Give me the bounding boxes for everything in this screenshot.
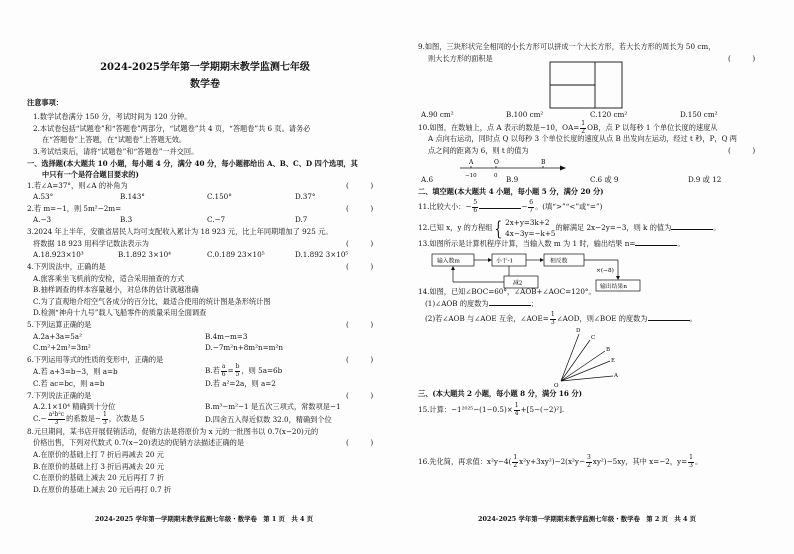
stem-text: 10.如图，在数轴上，点 A 表示的数是−10，OA= — [418, 123, 580, 132]
option-a: A.2.1×10⁴ 精确到十分位 — [33, 402, 116, 411]
option-c: C.为了直观地介绍空气各成分的百分比，最适合使用的统计图是条形统计图 — [33, 297, 271, 306]
equation-1: 2x+y=3k+2 — [505, 218, 550, 227]
exam-title: 2024-2025学年第一学期期末教学监测七年级 — [100, 62, 310, 73]
notes-heading: 注意事项： — [27, 98, 63, 107]
step4-label: ×(−8) — [596, 268, 614, 274]
stem-text: ； — [530, 299, 538, 308]
answer-bracket: ( ) — [346, 438, 374, 447]
option-c: C.6 或 9 — [590, 175, 619, 184]
fraction — [586, 455, 592, 469]
option-d: D.四舍五入得近似数 32.0，精确到个位 — [205, 415, 332, 424]
answer-bracket: ( ) — [346, 204, 374, 213]
fraction-numerator: 3 — [586, 454, 591, 461]
fraction-denominator: 2 — [581, 127, 586, 135]
option-text: B.若 — [205, 366, 220, 375]
question-7-stem: 7.下列说法正确的是 — [27, 391, 92, 400]
fraction-numerator: a²b²c — [48, 411, 65, 418]
fraction-numerator: 5 — [473, 199, 478, 206]
point-e-label: E — [611, 358, 616, 364]
stem-text: − — [521, 202, 528, 211]
equation-2: 4x−3y=−k+5 — [505, 229, 556, 238]
option-d: D.7 — [295, 215, 308, 224]
answer-bracket: ( ) — [346, 391, 374, 400]
option-c: C.150° — [207, 192, 232, 201]
input-label: 输入数m — [437, 258, 460, 265]
stem-text: (2)若∠AOB 与∠AOE 互余，∠AOE= — [425, 314, 549, 323]
point-o-value: 0 — [494, 173, 498, 179]
program-flowchart — [428, 250, 648, 292]
step1-label: 小于-1 — [496, 258, 514, 265]
fraction-denominator: 5 — [235, 370, 240, 378]
option-b: B.1.892 3×10⁴ — [118, 250, 172, 259]
fraction-numerator: 1 — [581, 120, 586, 127]
option-b: B.143° — [120, 192, 145, 201]
option-b — [205, 364, 282, 378]
stem-text: OB，点 P 以每秒 1 个单位长度的速度从 — [587, 123, 718, 132]
question-6-stem: 6.下列运用等式的性质的变形中，正确的是 — [27, 355, 164, 364]
option-c: C.在原价的基础上减去 20 元后再打 7 折 — [33, 473, 165, 482]
arrow-head — [616, 276, 620, 280]
stem-text: 。 — [689, 314, 697, 323]
fraction — [514, 403, 520, 417]
fraction-numerator: 1 — [550, 311, 555, 318]
question-16 — [418, 455, 702, 469]
stem-text: 15.计算：−1²⁰²⁵−(1−0.5)× — [418, 405, 513, 414]
option-b: B.m³−m²−1 是五次三项式，常数项是−1 — [205, 402, 341, 411]
answer-bracket: ( ) — [346, 355, 374, 364]
stem-text: +[5−(−2)²]. — [520, 405, 565, 414]
option-c: C.−7 — [207, 215, 226, 224]
note-item: 1.数学试卷满分 150 分，考试时间为 120 分钟。 — [33, 112, 192, 121]
option-a: A.−3 — [33, 215, 52, 224]
option-text: = — [227, 366, 234, 375]
question-9-stem: 则大长方形的面积是 — [428, 54, 493, 63]
option-d: D.1.892 3×10⁵ — [295, 250, 349, 259]
fraction-numerator: 1 — [514, 402, 519, 409]
arrow-head — [540, 258, 544, 262]
answer-bracket: ( ) — [346, 262, 374, 271]
page-footer: 2024-2025 学年第一学期期末教学监测七年级・数学卷 第 1 页 共 4 页 — [95, 515, 314, 523]
answer-blank — [635, 238, 677, 246]
fraction — [472, 200, 478, 214]
fraction-denominator: 7 — [529, 206, 534, 214]
option-b: B.4m−m=3 — [205, 332, 248, 341]
question-8-stem: 8.元旦期间，某书店开展促销活动，促销方法是将原价为 x 元的一批图书以 0.7(x−20)元的 — [27, 427, 319, 436]
question-10-stem — [418, 121, 717, 135]
option-c: C.m²+2m²=3m² — [33, 343, 91, 352]
option-b: B.3 — [120, 215, 133, 224]
answer-bracket: ( ) — [728, 54, 756, 63]
ray-od — [561, 334, 579, 381]
question-2-stem: 2.若 m=−1，则 5m²−2m= — [27, 204, 122, 213]
fraction — [688, 455, 694, 469]
answer-blank — [671, 222, 713, 230]
question-11 — [418, 200, 602, 214]
note-item: 3.考试结束后，请将“试题卷”和“答题卷”一并交回。 — [33, 147, 199, 156]
stem-text: 13.如图所示是计算机程序计算，当输入数 m 为 1 时，输出结果 n= — [418, 239, 636, 248]
fraction-denominator: 3 — [550, 318, 555, 326]
stem-text: 。(填“>”“<”或“=”) — [535, 202, 603, 211]
fraction-numerator: 1 — [513, 454, 518, 461]
exam-subject: 数学卷 — [190, 79, 220, 90]
point-a-value: −10 — [465, 173, 477, 179]
option-text: ，则 5a=6b — [241, 366, 283, 375]
fraction-numerator: a — [221, 363, 226, 370]
option-d: D.37° — [295, 192, 316, 201]
fraction — [528, 200, 534, 214]
option-a: A.2a+3a=5a² — [33, 332, 82, 341]
option-c: C.若 ac=bc，则 a=b — [33, 379, 105, 388]
stem-text: 。 — [713, 223, 721, 232]
option-d: D.9 或 12 — [688, 175, 722, 184]
answer-bracket: ( ) — [346, 239, 374, 248]
option-c: C.120 cm² — [590, 110, 628, 119]
option-c — [33, 412, 144, 426]
stem-text: (1)∠AOB 的度数为 — [425, 299, 489, 308]
stem-text: 12.已知 x，y 的方程组 — [418, 223, 493, 232]
fraction-denominator: 3 — [54, 418, 59, 426]
point-c-label: C — [591, 335, 596, 341]
note-item: 在“答题卷”上答题，在“试题卷”上答题无效。 — [42, 135, 187, 144]
option-b: B.在原价的基础上打 3 折后再减去 20 元 — [33, 462, 165, 471]
fraction — [512, 455, 518, 469]
fraction — [580, 121, 586, 135]
fraction-numerator: 1 — [689, 454, 693, 461]
arrow-head — [451, 266, 455, 270]
point-a-label: A — [614, 373, 618, 379]
fraction — [550, 312, 556, 326]
option-a: A.旅客乘坐飞机前的安检，适合采用抽查的方式 — [33, 274, 185, 283]
system-brace: { — [494, 216, 503, 240]
option-d: D.检测“神舟十九号”载人飞船零件的质量采用全面调查 — [33, 308, 207, 317]
question-1-stem: 1.若∠A=37°，则∠A 的补角为 — [27, 181, 128, 190]
option-a: A.90 cm² — [421, 110, 454, 119]
stem-text: 16.先化简，再求值：x²y−4( — [418, 457, 512, 466]
fraction-denominator: 2 — [513, 461, 518, 469]
option-text: 的系数是− — [66, 414, 101, 423]
fraction — [221, 364, 227, 378]
option-b: B.9 — [506, 175, 519, 184]
question-5-stem: 5.下列运算正确的是 — [27, 320, 92, 329]
fraction-denominator: 6 — [221, 370, 226, 378]
option-a: A.6 — [421, 175, 434, 184]
equation-system — [505, 217, 555, 239]
option-a: A.53° — [33, 192, 54, 201]
answer-blank — [489, 298, 531, 306]
option-d: D.−7m²n+8m²n=m²n — [205, 343, 283, 352]
section-heading: 二、填空题(本大题共 4 小题，每小题 5 分，满分 20 分) — [418, 187, 604, 196]
question-14-part-1 — [425, 298, 538, 309]
fraction-denominator: 3 — [102, 418, 107, 426]
point-b-label: B — [606, 347, 611, 353]
point-o-label: O — [494, 159, 499, 166]
option-text: C.− — [33, 414, 47, 423]
fraction-denominator: 4 — [514, 409, 519, 417]
fraction-denominator: 3 — [689, 461, 693, 469]
rectangle-figure — [548, 60, 626, 112]
fraction-denominator: 6 — [473, 206, 478, 214]
section-heading: 一、选择题(本大题共 10 小题，每小题 4 分，满分 40 分，每小题都给出 A、B、C、D 四个选项，其 — [27, 159, 358, 168]
output-label: 输出结果n — [600, 284, 627, 290]
fraction-numerator: b — [235, 363, 240, 370]
point-a-label: A — [469, 159, 474, 166]
question-10-stem: A 点向右运动，同时点 Q 以每秒 3 个单位长度的速度从点 B 出发向左运动，经过 t 秒，P，Q 两 — [428, 134, 737, 143]
question-10-stem: 点之间的距离为 6，则 t 的值为 — [428, 146, 529, 155]
question-3-stem: 3.2024 年上半年，安徽省居民人均可支配收入累计为 18 923 元，比上年同期增加了 925 元。 — [27, 227, 333, 236]
option-d: D.在原价的基础上减去 20 元后再打 0.7 折 — [33, 485, 172, 494]
fraction-numerator: 6 — [529, 199, 534, 206]
option-a: A.18.923×10³ — [33, 250, 84, 259]
question-12 — [418, 216, 720, 240]
question-13 — [418, 238, 685, 249]
answer-bracket: ( ) — [728, 146, 756, 155]
stem-text: 的解满足 2x−2y=−3，则 k 的值为 — [555, 223, 672, 232]
answer-bracket: ( ) — [346, 181, 374, 190]
answer-bracket: ( ) — [346, 320, 374, 329]
question-3-stem: 将数据 18 923 用科学记数法表示为 — [33, 239, 149, 248]
stem-text: 。 — [694, 457, 703, 466]
stem-text: 11.比较大小：− — [418, 202, 472, 211]
option-a: A.若 a+3=b−3，则 a=b — [33, 367, 118, 376]
section-heading: 三、(本大题共 2 小题，每小题 8 分，满分 16 分) — [418, 389, 583, 398]
axis-arrow — [560, 166, 566, 171]
fraction — [102, 412, 108, 426]
stem-text: 。 — [677, 239, 685, 248]
answer-blank — [648, 313, 690, 321]
fraction — [48, 412, 66, 426]
section-heading: 中只有一个是符合题目要求的) — [42, 170, 139, 179]
step3-label: 减2 — [513, 280, 523, 287]
note-item: 2.本试卷包括“试题卷”和“答题卷”两部分，“试题卷”共 4 页，“答题卷”共 6 页。请务必 — [33, 124, 311, 133]
ray-oa — [561, 376, 613, 381]
fraction — [235, 364, 241, 378]
stem-text: xy²)−5xy，其中 x=−2，y= — [592, 457, 688, 466]
step2-label: 相反数 — [550, 258, 568, 265]
point-b-label: B — [541, 159, 546, 166]
question-14-stem: 14.如图，已知∠BOC=60°，∠AOB+∠AOC=120°。 — [418, 287, 596, 296]
vertex-o-label: O — [554, 383, 559, 388]
answer-blank — [479, 201, 521, 209]
option-b: B.抽样调查的样本容量越小，对总体的估计就越准确 — [33, 285, 199, 294]
page-footer: 2024-2025 学年第一学期期末教学监测七年级・数学卷 第 2 页 共 4 页 — [478, 515, 697, 523]
question-9-stem: 9.如图，三块形状完全相同的小长方形可以拼成一个大长方形，若大长方形的周长为 50 cm， — [418, 42, 716, 51]
fraction-numerator: 1 — [102, 411, 107, 418]
fraction-denominator: 2 — [586, 461, 591, 469]
arrow-head — [488, 258, 492, 262]
option-d: D.150 cm² — [680, 110, 718, 119]
option-b: B.100 cm² — [506, 110, 544, 119]
stem-text: ∠AOD，则∠BOE 的度数为 — [556, 314, 648, 323]
question-4-stem: 4.下列说法中，正确的是 — [27, 262, 106, 271]
stem-text: x²y+3xy²)−2(x²y− — [519, 457, 585, 466]
question-14-part-2 — [425, 312, 697, 326]
option-d: D.若 a²=2a，则 a=2 — [205, 379, 276, 388]
point-d-label: D — [576, 328, 581, 334]
angle-figure — [553, 326, 625, 388]
option-a: A.在原价的基础上打 7 折后再减去 20 元 — [33, 450, 164, 459]
option-c: C.0.189 23×10⁵ — [207, 250, 265, 259]
question-8-stem: 价格出售，下列对代数式 0.7(x−20)表达的促销方法描述正确的是 — [33, 438, 245, 447]
option-text: ，次数是 5 — [108, 414, 145, 423]
question-15 — [418, 403, 564, 417]
